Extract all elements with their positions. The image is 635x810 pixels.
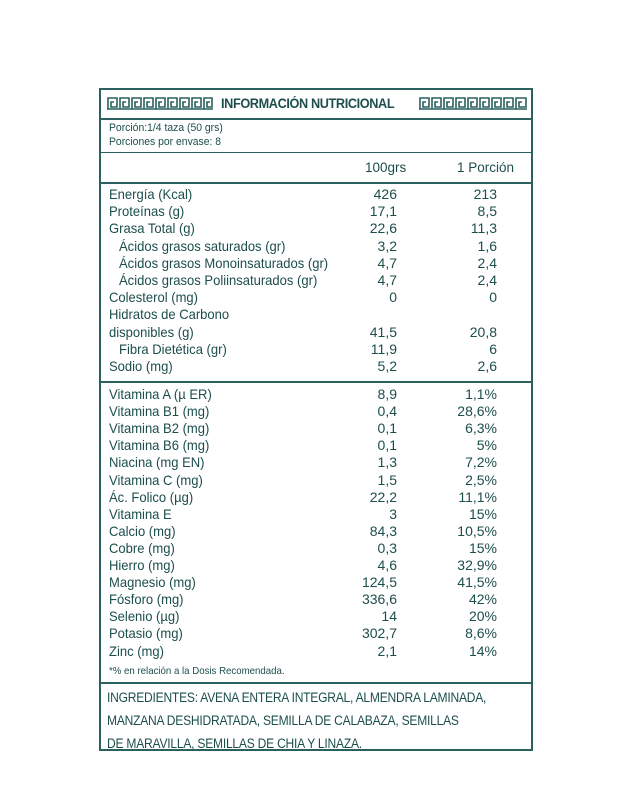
nutrient-name: Vitamina E [109, 505, 172, 522]
value-per-portion: 8,5 [477, 203, 497, 220]
value-per-portion: 1,1% [465, 386, 497, 402]
nutrient-row [101, 523, 531, 540]
nutrient-name: Selenio (µg) [109, 608, 180, 625]
value-per-100g: 14 [381, 608, 397, 625]
nutrient-row [101, 540, 531, 557]
portions-per-package: Porciones por envase: 8 [109, 136, 222, 148]
nutrient-name: Hidratos de Carbono [109, 306, 230, 323]
nutrient-row [101, 386, 531, 403]
nutrient-name: Sodio (mg) [109, 358, 173, 374]
footnote: *% en relación a la Dosis Recomendada. [109, 665, 285, 677]
nutrient-name: Fósforo (mg) [109, 591, 184, 608]
value-per-portion: 10,5% [457, 522, 497, 539]
nutrient-name: Vitamina B6 (mg) [109, 437, 210, 454]
nutrient-row [101, 506, 531, 523]
nutrient-row [101, 489, 531, 506]
nutrient-row [101, 289, 531, 306]
nutrient-row [101, 255, 531, 272]
nutrient-row [101, 306, 531, 323]
value-per-portion: 20% [468, 608, 497, 625]
value-per-portion: 2,6 [477, 358, 497, 374]
value-per-100g: 0 [389, 289, 397, 306]
nutrient-name: Grasa Total (g) [109, 220, 195, 237]
nutrient-name: Zinc (mg) [109, 642, 164, 659]
nutrient-row [101, 557, 531, 574]
value-per-portion: 5% [476, 437, 497, 454]
nutrient-name: Vitamina B2 (mg) [109, 420, 210, 437]
ingredients [107, 686, 492, 755]
divider [101, 152, 531, 153]
label-title: INFORMACIÓN NUTRICIONAL [221, 96, 395, 111]
nutrient-row [101, 420, 531, 437]
ingredients-line: MANZANA DESHIDRATADA, SEMILLA DE CALABAZA, SEMILLAS [107, 713, 459, 728]
nutrient-name: Vitamina B1 (mg) [109, 403, 210, 420]
nutrient-row [101, 608, 531, 625]
value-per-100g: 3,2 [377, 237, 397, 254]
value-per-100g: 0,3 [377, 539, 397, 556]
nutrient-name: Ác. Folico (µg) [109, 488, 194, 505]
value-per-portion: 20,8 [469, 323, 497, 340]
nutrient-row [101, 403, 531, 420]
nutrient-name: Hierro (mg) [109, 557, 175, 573]
value-per-100g: 11,9 [370, 340, 397, 357]
title-bar [101, 90, 531, 120]
value-per-100g: 336,6 [361, 591, 397, 608]
divider [101, 182, 531, 184]
divider [101, 381, 531, 383]
nutrient-row [101, 324, 531, 341]
value-per-100g: 0,1 [377, 420, 397, 437]
nutrient-row [101, 437, 531, 454]
nutrient-row [101, 625, 531, 642]
nutrient-name: Proteínas (g) [109, 203, 185, 220]
nutrient-row [101, 358, 531, 375]
value-per-portion: 6,3% [465, 420, 497, 437]
nutrient-name: Vitamina C (mg) [109, 471, 203, 488]
value-per-100g: 426 [373, 186, 397, 202]
nutrient-name: Potasio (mg) [109, 625, 183, 642]
value-per-100g: 84,3 [369, 522, 397, 539]
value-per-100g: 4,7 [377, 272, 397, 288]
value-per-100g: 0,1 [377, 437, 397, 454]
value-per-portion: 42% [468, 591, 497, 608]
nutrient-row [101, 472, 531, 489]
portion-size: Porción:1/4 taza (50 grs) [109, 122, 223, 134]
value-per-100g: 1,5 [377, 471, 397, 488]
value-per-100g: 17,1 [369, 203, 397, 220]
value-per-100g: 41,5 [369, 323, 397, 340]
value-per-100g: 22,2 [369, 488, 397, 505]
value-per-portion: 32,9% [457, 557, 497, 573]
nutrient-name: Niacina (mg EN) [109, 454, 205, 471]
column-header-100g: 100grs [365, 160, 407, 175]
nutrient-name: Ácidos grasos saturados (gr) [119, 237, 286, 254]
greek-key-border-left [107, 97, 213, 110]
nutrient-name: Calcio (mg) [109, 522, 176, 539]
nutrient-name: Cobre (mg) [109, 539, 175, 556]
nutrient-row [101, 341, 531, 358]
value-per-100g: 1,3 [377, 454, 397, 471]
value-per-portion: 15% [468, 505, 497, 522]
nutrient-row [101, 186, 531, 203]
value-per-portion: 7,2% [465, 454, 497, 471]
value-per-100g: 3 [389, 505, 397, 522]
nutrient-name: Fibra Dietética (gr) [119, 340, 227, 357]
value-per-100g: 0,4 [377, 403, 397, 420]
nutrient-row [101, 272, 531, 289]
nutrient-name: Colesterol (mg) [109, 289, 199, 306]
nutrient-name: Magnesio (mg) [109, 574, 196, 591]
nutrient-name: Vitamina A (µ ER) [109, 386, 212, 402]
nutrient-row [101, 591, 531, 608]
value-per-portion: 2,4 [477, 254, 497, 271]
value-per-portion: 28,6% [457, 403, 497, 420]
value-per-portion: 2,5% [465, 471, 497, 488]
nutrient-row [101, 203, 531, 220]
value-per-portion: 213 [473, 186, 497, 202]
value-per-portion: 11,3 [470, 220, 497, 237]
nutrient-row [101, 643, 531, 660]
value-per-100g: 8,9 [377, 386, 397, 402]
greek-key-border-right [419, 97, 527, 110]
nutrient-row [101, 454, 531, 471]
value-per-portion: 11,1% [458, 488, 497, 505]
value-per-portion: 14% [468, 642, 497, 659]
divider [101, 682, 531, 684]
value-per-portion: 0 [489, 289, 497, 306]
ingredients-line: INGREDIENTES: AVENA ENTERA INTEGRAL, ALMENDRA LAMINADA, [107, 690, 487, 705]
nutrient-row [101, 220, 531, 237]
value-per-portion: 8,6% [465, 625, 497, 642]
value-per-portion: 41,5% [457, 574, 497, 591]
nutrient-name: Ácidos grasos Monoinsaturados (gr) [119, 254, 329, 271]
nutrient-name: disponibles (g) [109, 323, 194, 340]
value-per-100g: 4,7 [377, 254, 397, 271]
value-per-100g: 4,6 [377, 557, 397, 573]
nutrient-row [101, 238, 531, 255]
value-per-100g: 22,6 [369, 220, 397, 237]
value-per-100g: 2,1 [377, 642, 397, 659]
nutrition-label [99, 88, 533, 751]
value-per-100g: 5,2 [377, 358, 397, 374]
value-per-portion: 2,4 [477, 272, 497, 288]
nutrient-row [101, 574, 531, 591]
nutrient-name: Ácidos grasos Poliinsaturados (gr) [119, 272, 318, 288]
nutrient-name: Energía (Kcal) [109, 186, 193, 202]
value-per-100g: 302,7 [361, 625, 397, 642]
value-per-100g: 124,5 [361, 574, 397, 591]
value-per-portion: 15% [468, 539, 497, 556]
column-header-portion: 1 Porción [457, 160, 515, 175]
value-per-portion: 6 [489, 340, 497, 357]
value-per-portion: 1,6 [477, 237, 497, 254]
ingredients-line: DE MARAVILLA, SEMILLAS DE CHIA Y LINAZA. [107, 736, 362, 751]
